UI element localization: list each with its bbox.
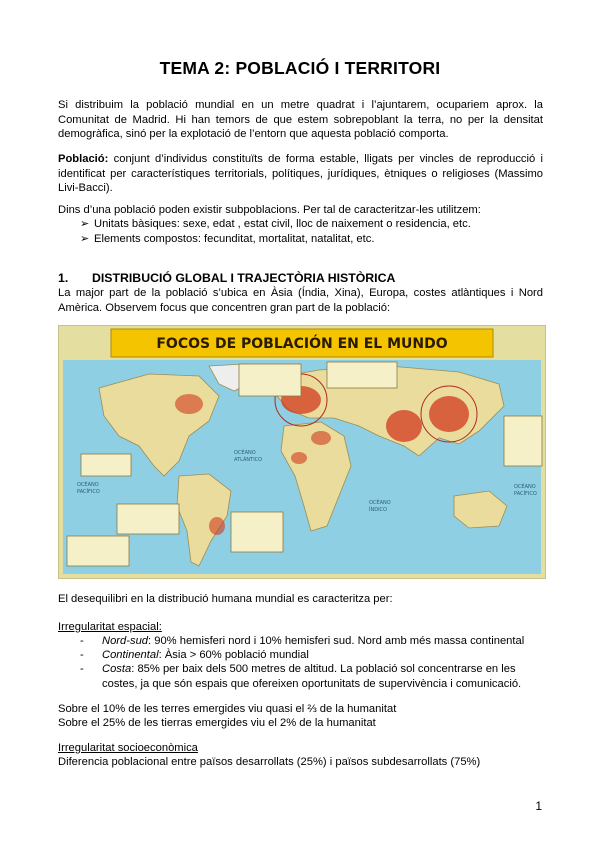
intro-paragraph: Si distribuim la població mundial en un metre quadrat i l’ajuntarem, ocupariem aprox. la Comunitat de Madrid. Hi han temors de que estem sobrepoblant la terra, no per la densitat demogràfica, sinó per la explotació de l’entorn que aquesta població comporta. [58, 99, 543, 141]
espacial-heading: Irregularitat espacial: [58, 621, 162, 633]
ocean-label: ATLÁNTICO [234, 457, 263, 463]
ocean-label: PACÍFICO [77, 489, 100, 495]
subpop-item [80, 217, 540, 232]
north-america-focus [175, 394, 203, 414]
section-text: La major part de la població s’ubica en Àsia (Índia, Xina), Europa, costes atlàntiques i Nord Amèrica. Observem focus que concentren gran part de la població: [58, 287, 543, 314]
definition-paragraph [58, 152, 543, 196]
definition-term: Població: [58, 153, 109, 165]
espacial-item-term: Nord-sud [102, 635, 149, 647]
map-legend [67, 536, 129, 566]
annotation-box [327, 362, 397, 388]
east-asia-focus [429, 396, 469, 432]
espacial-item-term: Costa [102, 663, 132, 675]
population-map-figure [58, 325, 546, 579]
espacial-item: - Costa: 85% per baix dels 500 metres de altitud. La població sol concentrarse en les costes, ja que són espais que ofereixen oportunitats de supervivència i comunicació. [80, 663, 522, 690]
map-title: FOCOS DE POBLACIÓN EN EL MUNDO [156, 336, 448, 352]
subpop-item-text: Elements compostos: fecunditat, mortalitat, natalitat, etc. [94, 233, 375, 245]
page-title: TEMA 2: POBLACIÓ I TERRITORI [159, 58, 441, 78]
socio-text: Diferencia poblacional entre països desarrollats (25%) i països subdesarrollats (75%) [58, 756, 481, 768]
terres-line: Sobre el 25% de les tierras emergides viu el 2% de la humanitat [58, 717, 376, 729]
socio-heading: Irregularitat socioeconòmica [58, 742, 198, 754]
espacial-item-term: Continental [102, 649, 159, 661]
south-america-focus [209, 517, 225, 535]
nile-focus [311, 431, 331, 445]
ocean-label: OCÉANO [514, 484, 536, 490]
section-heading [58, 271, 395, 285]
desequilibri-text: El desequilibri en la distribució humana mundial es caracteritza per: [58, 593, 393, 605]
subpop-item-text: Unitats bàsiques: sexe, edat , estat civil, lloc de naixement o residencia, etc. [94, 218, 471, 230]
espacial-item-text: : 90% hemisferi nord i 10% hemisferi sud. Nord amb més massa continental [148, 635, 525, 647]
subpop-intro: Dins d’una població poden existir subpoblacions. Per tal de caracteritzar-les utilitzem: [58, 204, 481, 216]
ocean-label: OCÉANO [369, 500, 391, 506]
subpop-item [80, 232, 540, 247]
west-africa-focus [291, 452, 307, 464]
espacial-item-text: : 85% per baix dels 500 metres de altitud. La població sol concentrarse en les costes, ja que són espais que ofereixen oportunitats de supervivència i comunicació. [102, 663, 522, 690]
section-number: 1. [58, 271, 69, 285]
espacial-item: - Nord-sud: 90% hemisferi nord i 10% hemisferi sud. Nord amb més massa continental [80, 635, 525, 647]
annotation-box [239, 364, 301, 396]
page-number: 1 [535, 799, 542, 813]
arrow-bullet-icon: ➢ [80, 218, 90, 230]
espacial-item: - Continental: Àsia > 60% població mundial [80, 649, 309, 661]
ocean-label: ÍNDICO [369, 507, 387, 513]
annotation-box [504, 416, 542, 466]
ocean-label: PACÍFICO [514, 491, 537, 497]
world-map [59, 326, 545, 578]
section-title: DISTRIBUCIÓ GLOBAL I TRAJECTÒRIA HISTÒRICA [92, 271, 396, 285]
annotation-box [231, 512, 283, 552]
annotation-box [81, 454, 131, 476]
definition-text: conjunt d’individus constituïts de forma estable, lligats per vincles de reproducció i identificat per característiques territorials, polítiques, jurídiques, ètniques o religioses (Massimo Livi-Bacci). [58, 153, 543, 195]
ocean-label: OCÉANO [234, 450, 256, 456]
terres-line: Sobre el 10% de les terres emergides viu quasi el ⅔ de la humanitat [58, 703, 397, 715]
annotation-box [117, 504, 179, 534]
south-asia-focus [386, 410, 422, 442]
ocean-label: OCÉANO [77, 482, 99, 488]
arrow-bullet-icon: ➢ [80, 233, 90, 245]
espacial-item-text: : Àsia > 60% població mundial [158, 649, 309, 661]
